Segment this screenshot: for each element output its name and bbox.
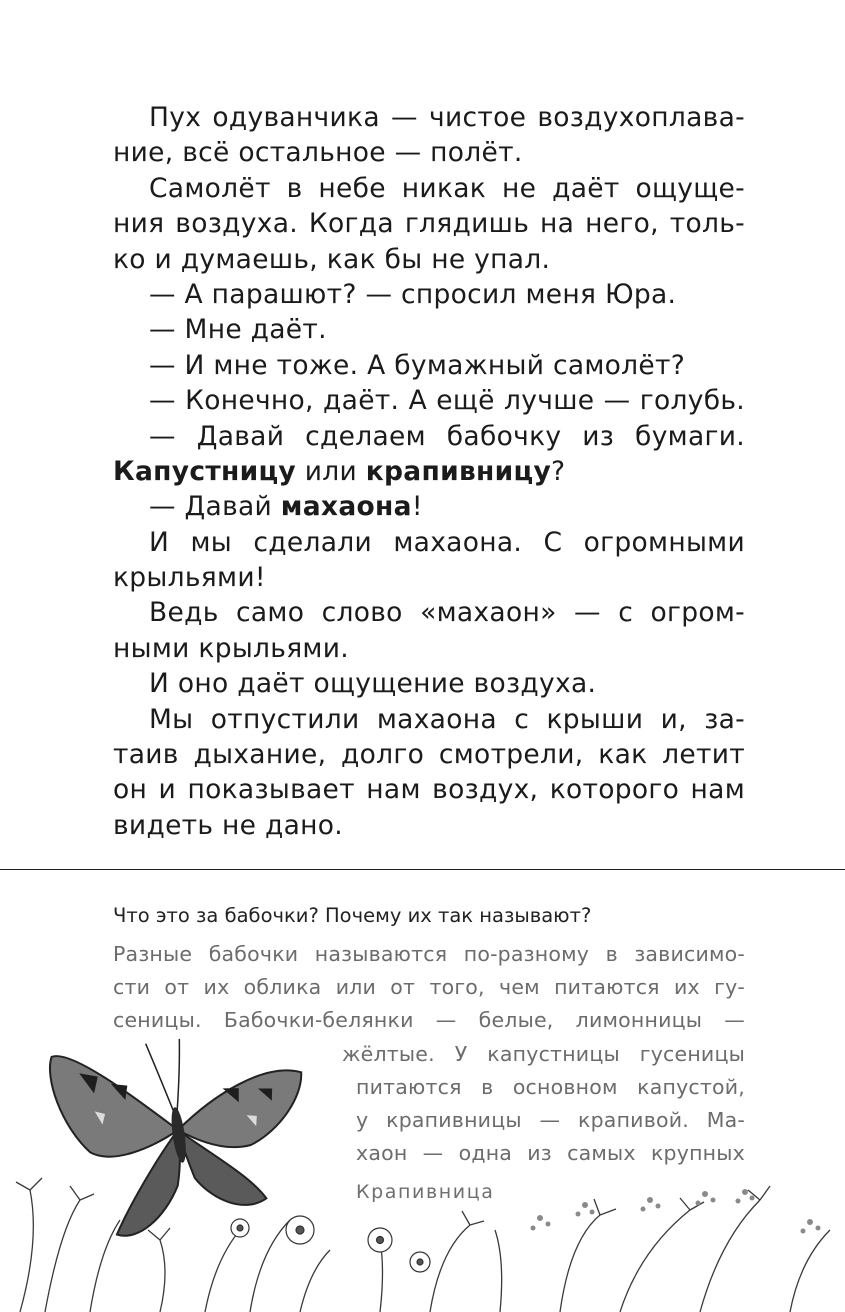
text-run: — И мне тоже. А бумажный самолёт? [149, 349, 686, 381]
story-line [113, 772, 745, 807]
text-run: Ведь само слово «махаон» — с огром- [149, 597, 745, 629]
story-line [113, 277, 745, 312]
text-run: видеть не дано. [113, 809, 344, 841]
story-line [113, 348, 745, 383]
story-text [113, 100, 745, 843]
sidebar-line: питаются в основном капустой, [356, 1074, 745, 1099]
story-line [113, 312, 745, 347]
story-line [113, 242, 745, 277]
emphasized-word: Капустницу [113, 455, 296, 487]
butterfly-icon [48, 1022, 321, 1243]
butterfly-caption: Крапивница [356, 1181, 495, 1203]
text-run: ние, всё остальное — полёт. [113, 137, 523, 169]
text-run: ? [551, 455, 566, 487]
text-run: Самолёт в небе никак не даёт ощуще- [149, 172, 745, 204]
butterfly-flowers-illustration [0, 1000, 845, 1312]
text-run: крыльями! [113, 562, 266, 594]
text-run: ния воздуха. Когда глядишь на него, толь- [113, 208, 745, 240]
story-line [113, 454, 745, 489]
sidebar-line: жёлтые. У капустницы гусеницы [342, 1041, 745, 1066]
flower-heads-icon [231, 1216, 430, 1272]
story-line [113, 808, 745, 843]
text-run: — Давай сделаем бабочку из бумаги. [149, 420, 745, 452]
story-line [113, 737, 745, 772]
story-line [113, 489, 745, 524]
story-line [113, 135, 745, 170]
sidebar-title: Что это за бабочки? Почему их так называют? [113, 904, 592, 927]
text-run: Мы отпустили махаона с крыши и, за- [149, 703, 745, 735]
seed-clusters-icon [531, 1189, 821, 1234]
sidebar-line: хаон — одна из самых крупных [356, 1141, 745, 1166]
text-run: И мы сделали махаона. С огромными [149, 526, 745, 558]
sidebar-line: сти от их облика или от того, чем питаются их гу- [113, 975, 745, 1000]
text-run: Пух одуванчика — чистое воздухоплава- [149, 102, 745, 133]
story-line [113, 383, 745, 418]
text-run: — Давай [149, 491, 281, 523]
text-run: — Конечно, даёт. А ещё лучше — голубь. [149, 385, 745, 417]
sidebar-line: Разные бабочки называются по-разному в зависимо- [113, 942, 745, 966]
emphasized-word: махаона [280, 491, 412, 523]
story-line [113, 595, 745, 630]
story-line [113, 666, 745, 701]
sidebar-line: у крапивницы — крапивой. Ма- [356, 1107, 745, 1132]
text-run: И оно даёт ощущение воздуха. [149, 668, 597, 700]
text-run: ! [411, 491, 423, 523]
section-divider [0, 869, 845, 870]
text-run: — Мне даёт. [149, 314, 327, 346]
emphasized-word: крапивницу [365, 455, 552, 487]
text-run: ными крыльями. [113, 632, 349, 664]
story-line [113, 171, 745, 206]
story-line [113, 100, 745, 135]
text-run: или [296, 455, 366, 487]
text-run: таив дыхание, долго смотрели, как летит [113, 739, 745, 771]
story-line [113, 560, 745, 595]
story-line [113, 631, 745, 666]
text-run: ко и думаешь, как бы не упал. [113, 243, 551, 275]
text-run: — А парашют? — спросил меня Юра. [149, 278, 677, 310]
story-line [113, 419, 745, 454]
story-line [113, 525, 745, 560]
sidebar-line: сеницы. Бабочки-белянки — белые, лимонницы — [113, 1008, 745, 1033]
story-line [113, 206, 745, 241]
story-line [113, 702, 745, 737]
text-run: он и показывает нам воздух, которого нам [113, 774, 745, 806]
